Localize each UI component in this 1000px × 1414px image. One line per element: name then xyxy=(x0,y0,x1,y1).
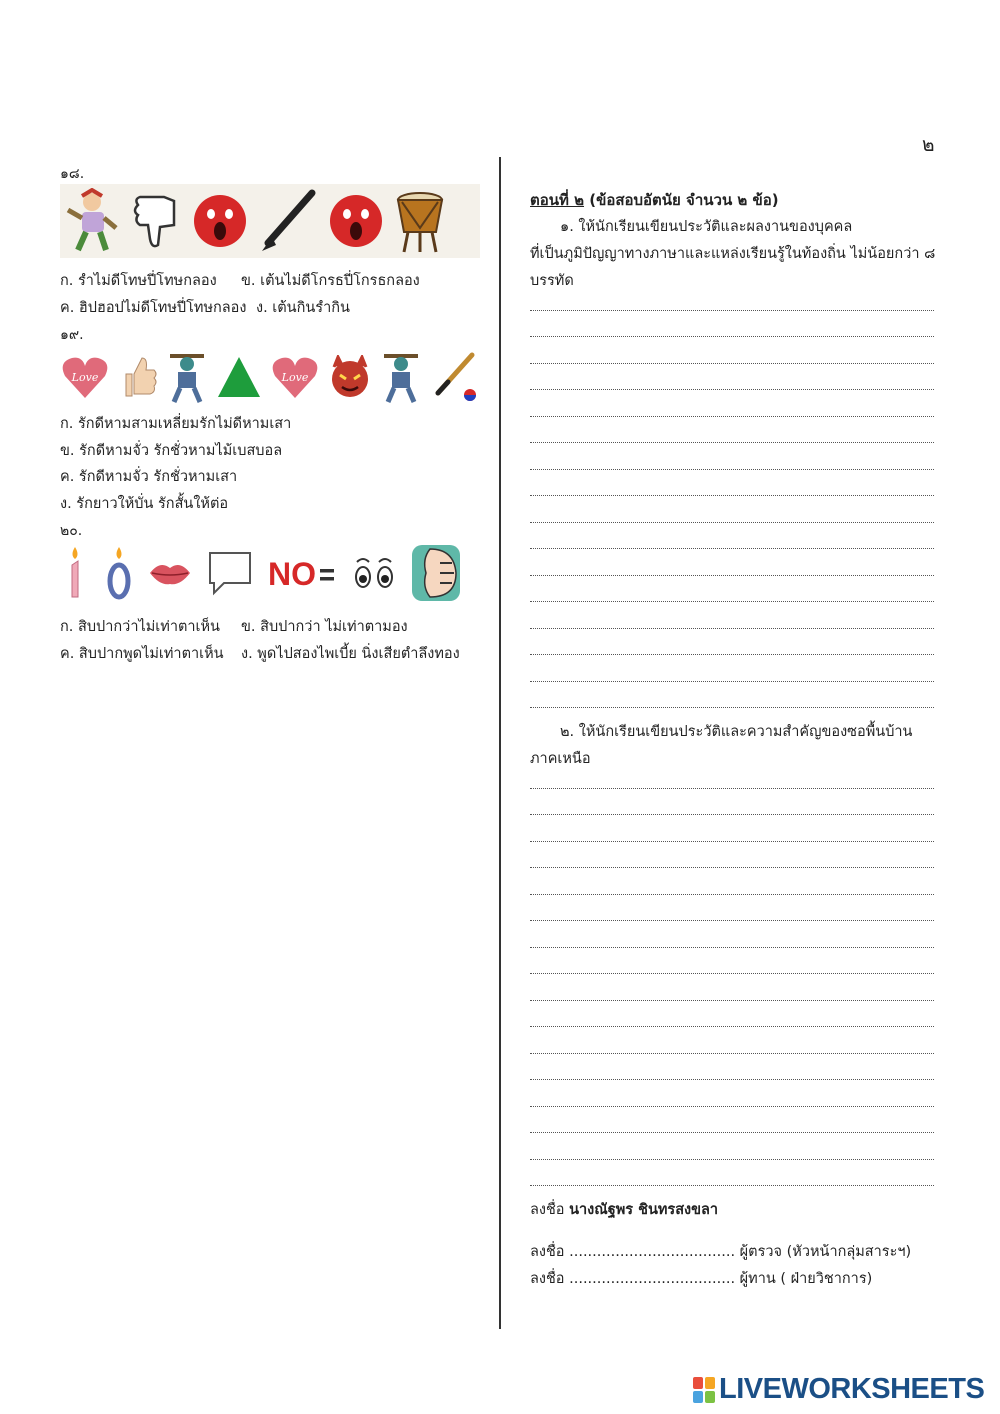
essay-2-answer-line[interactable] xyxy=(530,1053,934,1054)
eyes-icon xyxy=(352,553,396,593)
question-18-option-a[interactable]: ก. รำไม่ดีโทษปี่โทษกลอง xyxy=(60,273,217,289)
essay-2-answer-line[interactable] xyxy=(530,1026,934,1027)
question-19-option-a[interactable]: ก. รักดีหามสามเหลี่ยมรักไม่ดีหามเสา xyxy=(60,416,292,432)
essay-2-answer-line[interactable] xyxy=(530,920,934,921)
dancer-icon xyxy=(60,188,120,254)
logo-block xyxy=(705,1377,715,1389)
candle-zero-icon xyxy=(104,545,134,601)
author-signature-label: ลงชื่อ xyxy=(530,1202,565,1218)
logo-block xyxy=(693,1377,703,1389)
porter-icon xyxy=(166,350,208,404)
essay-2-answer-line[interactable] xyxy=(530,814,934,815)
question-20-option-d[interactable]: ง. พูดไปสองไพเบี้ย นิ่งเสียตำลึงทอง xyxy=(241,646,460,662)
essay-1-answer-line[interactable] xyxy=(530,522,934,523)
essay-2-answer-line[interactable] xyxy=(530,1185,934,1186)
essay-1-prompt-line-1: ๑. ให้นักเรียนเขียนประวัติและผลงานของบุคคล xyxy=(560,219,853,235)
shouting-face-icon xyxy=(328,193,384,249)
no-symbol-text: NO xyxy=(268,556,316,592)
author-signature xyxy=(530,1198,718,1221)
essay-2-answer-line[interactable] xyxy=(530,1132,934,1133)
question-20-option-c[interactable]: ค. สิบปากพูดไม่เท่าตาเห็น xyxy=(60,646,224,662)
heart-text: Love xyxy=(281,371,309,384)
essay-2-answer-line[interactable] xyxy=(530,973,934,974)
essay-2-answer-line[interactable] xyxy=(530,788,934,789)
question-20-option-b[interactable]: ข. สิบปากว่า ไม่เท่าตามอง xyxy=(241,619,408,635)
page-number: ๒ xyxy=(922,134,935,156)
drum-icon xyxy=(394,188,446,254)
essay-1-answer-line[interactable] xyxy=(530,575,934,576)
section-2-description: (ข้อสอบอัตนัย จำนวน ๒ ข้อ) xyxy=(584,191,779,209)
essay-2-answer-line[interactable] xyxy=(530,1079,934,1080)
essay-1-answer-line[interactable] xyxy=(530,654,934,655)
essay-2-answer-line[interactable] xyxy=(530,1106,934,1107)
question-20-option-a[interactable]: ก. สิบปากว่าไม่เท่าตาเห็น xyxy=(60,619,220,635)
face-icon xyxy=(410,543,462,603)
devil-icon xyxy=(328,355,372,399)
question-19-rebus xyxy=(60,340,476,414)
essay-1-answer-line[interactable] xyxy=(530,495,934,496)
essay-1-prompt-line-3: บรรทัด xyxy=(530,273,574,289)
question-18-option-d[interactable]: ง. เต้นกินรำกิน xyxy=(256,300,350,316)
question-18-number: ๑๘. xyxy=(60,166,85,182)
section-2-label: ตอนที่ ๒ xyxy=(530,191,585,209)
essay-1-answer-line[interactable] xyxy=(530,628,934,629)
shouting-face-icon xyxy=(192,193,248,249)
triangle-icon xyxy=(216,355,262,399)
thumbs-down-icon xyxy=(130,191,182,251)
liveworksheets-logo-icon xyxy=(693,1377,715,1403)
question-18-rebus xyxy=(60,184,480,258)
question-20-rebus xyxy=(60,536,462,610)
lips-icon xyxy=(148,558,192,588)
checker-signature: ลงชื่อ .................................... ผู้ตรวจ (หัวหน้ากลุ่มสาระฯ) xyxy=(530,1244,912,1260)
essay-2-answer-line[interactable] xyxy=(530,1159,934,1160)
essay-1-answer-line[interactable] xyxy=(530,363,934,364)
essay-1-answer-line[interactable] xyxy=(530,548,934,549)
logo-block xyxy=(693,1391,703,1403)
author-name: นางณัฐพร ชินทรสงขลา xyxy=(569,1202,719,1218)
logo-block xyxy=(705,1391,715,1403)
question-18-option-b[interactable]: ข. เต้นไม่ดีโกรธปี่โกรธกลอง xyxy=(241,273,420,289)
essay-1-answer-line[interactable] xyxy=(530,601,934,602)
no-equals-icon xyxy=(268,553,338,593)
love-heart-icon xyxy=(270,352,320,402)
essay-2-answer-line[interactable] xyxy=(530,894,934,895)
love-heart-icon xyxy=(60,352,110,402)
essay-1-answer-line[interactable] xyxy=(530,416,934,417)
essay-2-prompt-line-2: ภาคเหนือ xyxy=(530,751,591,767)
thumbs-up-icon xyxy=(118,354,158,400)
clarinet-icon xyxy=(258,189,318,253)
question-19-option-b[interactable]: ข. รักดีหามจั่ว รักชั่วหามไม้เบสบอล xyxy=(60,443,283,459)
essay-1-answer-line[interactable] xyxy=(530,707,934,708)
section-2-title xyxy=(530,188,779,212)
essay-1-prompt-line-2: ที่เป็นภูมิปัญญาทางภาษาและแหล่งเรียนรู้ในท้องถิ่น ไม่น้อยกว่า ๘ xyxy=(530,246,936,262)
essay-2-answer-line[interactable] xyxy=(530,841,934,842)
heart-text: Love xyxy=(71,371,99,384)
approver-signature: ลงชื่อ .................................... ผู้ทาน ( ฝ่ายวิชาการ) xyxy=(530,1271,873,1287)
liveworksheets-logo-text: LIVEWORKSHEETS xyxy=(719,1373,985,1405)
question-19-option-c[interactable]: ค. รักดีหามจั่ว รักชั่วหามเสา xyxy=(60,469,238,485)
essay-1-answer-line[interactable] xyxy=(530,310,934,311)
question-19-number: ๑๙. xyxy=(60,327,84,343)
essay-1-answer-line[interactable] xyxy=(530,336,934,337)
essay-1-answer-line[interactable] xyxy=(530,389,934,390)
essay-2-answer-line[interactable] xyxy=(530,947,934,948)
porter-icon xyxy=(380,350,422,404)
cue-stick-icon xyxy=(430,351,476,403)
essay-2-prompt-line-1: ๒. ให้นักเรียนเขียนประวัติและความสำคัญของซอพื้นบ้าน xyxy=(560,724,913,740)
speech-bubble-icon xyxy=(206,549,254,597)
candle-one-icon xyxy=(60,545,90,601)
liveworksheets-logo[interactable] xyxy=(693,1373,984,1406)
question-18-option-c[interactable]: ค. ฮิปฮอปไม่ดีโทษปี่โทษกลอง xyxy=(60,300,247,316)
essay-1-answer-line[interactable] xyxy=(530,469,934,470)
essay-2-answer-line[interactable] xyxy=(530,867,934,868)
question-20-number: ๒๐. xyxy=(60,523,83,539)
essay-1-answer-line[interactable] xyxy=(530,442,934,443)
column-divider xyxy=(499,157,501,1329)
essay-2-answer-line[interactable] xyxy=(530,1000,934,1001)
question-19-option-d[interactable]: ง. รักยาวให้บั่น รักสั้นให้ต่อ xyxy=(60,496,229,512)
essay-1-answer-line[interactable] xyxy=(530,681,934,682)
